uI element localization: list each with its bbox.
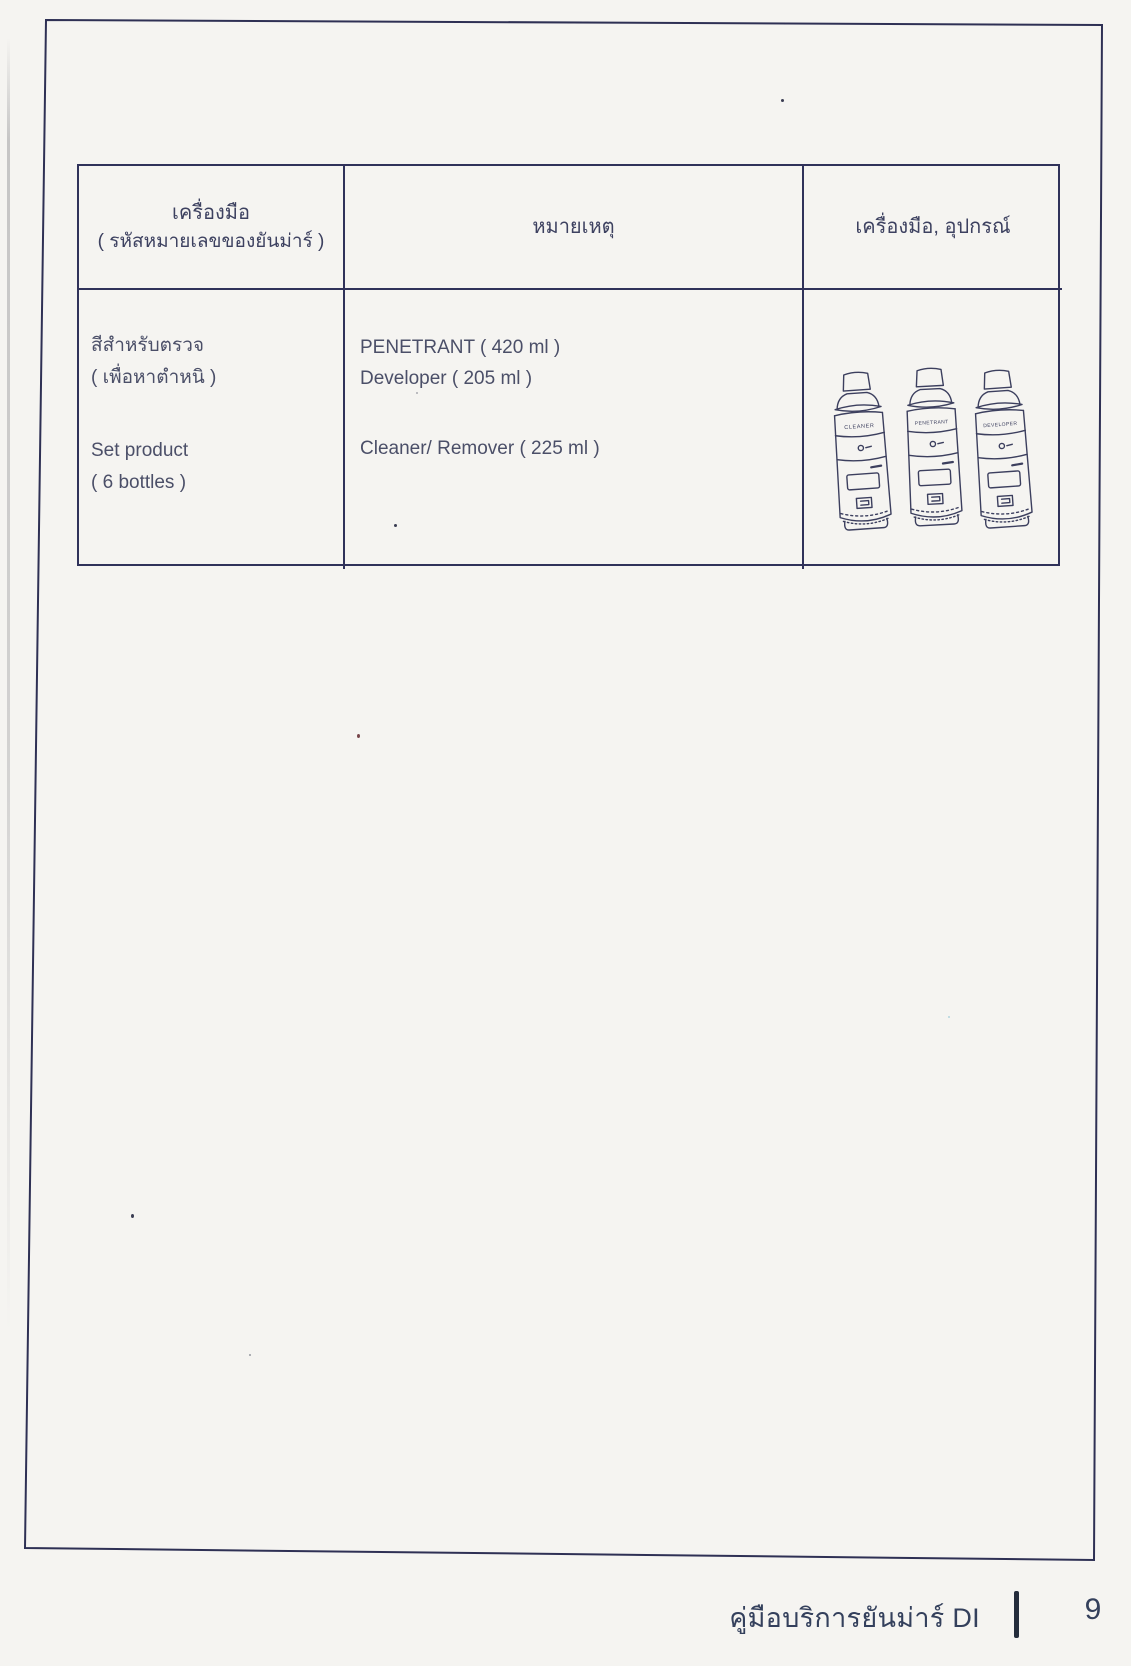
scan-speck: [781, 99, 784, 102]
tool-line: สีสำหรับตรวจ: [91, 335, 204, 356]
footer-page-number: 9: [1084, 1593, 1102, 1626]
spray-can-cleaner: [830, 371, 892, 531]
spray-can-penetrant: [903, 367, 962, 526]
header-cell-equipment: [804, 166, 1062, 290]
header-remarks-label: หมายเหตุ: [532, 216, 615, 238]
header-tool-line1: เครื่องมือ: [172, 202, 250, 224]
header-tool-line2: ( รหัสหมายเลขของยันม่าร์ ): [97, 231, 325, 252]
spray-can-developer: [971, 369, 1033, 529]
scan-speck: [131, 1214, 134, 1218]
scan-speck: [249, 1354, 251, 1356]
cell-tool: [79, 290, 345, 569]
scan-speck: [357, 734, 360, 738]
scan-speck: [948, 1016, 950, 1018]
can-label: DEVELOPER: [983, 420, 1018, 430]
can-label: CLEANER: [844, 423, 875, 432]
scan-edge-shadow: [7, 38, 10, 1333]
footer-manual-title: คู่มือบริการยันม่าร์ DI: [729, 1603, 980, 1633]
header-equipment-label: เครื่องมือ, อุปกรณ์: [855, 216, 1011, 238]
tools-table: [77, 164, 1060, 566]
scan-speck: [394, 524, 397, 527]
spray-cans-illustration: [804, 290, 1058, 564]
scan-speck: [416, 392, 418, 394]
tool-line: Set product: [91, 440, 189, 461]
header-cell-tool: [79, 166, 345, 290]
can-label: PENETRANT: [914, 419, 949, 427]
cell-equipment: [804, 290, 1062, 569]
note-line: PENETRANT ( 420 ml ): [360, 337, 561, 358]
cell-remarks: [345, 290, 804, 569]
tool-line: ( 6 bottles ): [91, 472, 187, 493]
note-line: Cleaner/ Remover ( 225 ml ): [360, 438, 600, 459]
note-line: Developer ( 205 ml ): [360, 368, 533, 389]
header-cell-remarks: [345, 166, 804, 290]
tool-line: ( เพื่อหาตำหนิ ): [91, 367, 217, 388]
footer-divider: [1014, 1591, 1019, 1638]
